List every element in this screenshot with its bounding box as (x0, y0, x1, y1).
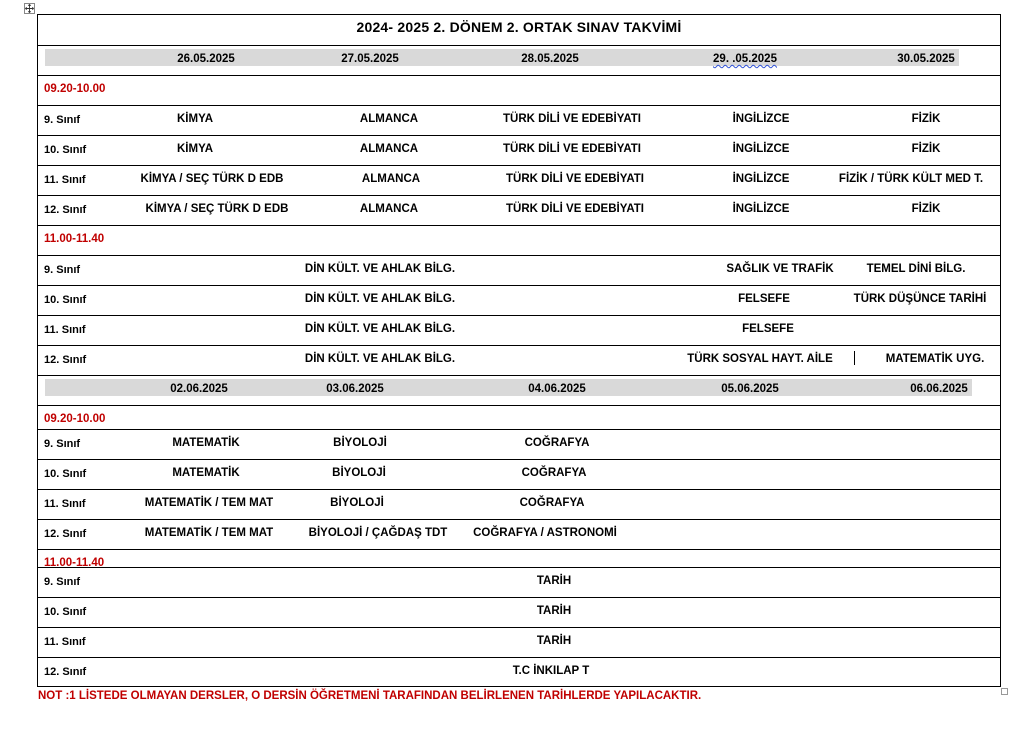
exam-cell: FELSEFE (738, 293, 790, 305)
table-row (38, 489, 1000, 519)
exam-cell: TÜRK DİLİ VE EDEBİYATI (502, 143, 642, 155)
grade-label: 11. Sınıf (44, 498, 86, 510)
date-cell: 26.05.2025 (177, 53, 235, 65)
grade-label: 11. Sınıf (44, 636, 86, 648)
footnote (38, 690, 701, 702)
table-row (38, 285, 1000, 315)
date-row-week1 (38, 45, 1000, 75)
exam-cell: ALMANCA (359, 113, 419, 125)
exam-cell: COĞRAFYA / ASTRONOMİ (473, 527, 617, 539)
time-slot-label: 11.00-11.40 (44, 233, 105, 245)
table-row (38, 597, 1000, 627)
table-row (38, 567, 1000, 597)
exam-cell: ALMANCA (359, 203, 419, 215)
time-row (38, 225, 1000, 255)
exam-cell: FİZİK / TÜRK KÜLT MED T. (838, 173, 984, 185)
exam-cell (726, 263, 833, 275)
exam-text: SAĞLIK VE TRAFİK (726, 263, 834, 275)
table-row (38, 255, 1000, 285)
exam-cell: MATEMATİK / TEM MAT (144, 527, 274, 539)
footnote-text: NOT :1 LİSTEDE OLMAYAN DERSLER, O DERSİN ÖĞRETMENİ TARAFINDAN BELİRLENEN TARİHLERDE YAPILACAKTIR. (38, 690, 702, 702)
exam-cell: İNGİLİZCE (732, 143, 790, 155)
grade-label: 9. Sınıf (44, 114, 81, 126)
exam-cell: FELSEFE (742, 323, 794, 335)
exam-cell: İNGİLİZCE (732, 173, 790, 185)
table-row (38, 657, 1000, 687)
exam-cell: DİN KÜLT. VE AHLAK BİLG. (304, 293, 456, 305)
grade-label: 12. Sınıf (44, 666, 87, 678)
date-cell: 03.06.2025 (326, 383, 384, 395)
date-cell: 30.05.2025 (897, 53, 955, 65)
exam-cell: MATEMATİK (172, 467, 240, 479)
table-row (38, 315, 1000, 345)
grade-label: 9. Sınıf (44, 264, 81, 276)
exam-cell: COĞRAFYA (524, 437, 590, 449)
date-cell: 27.05.2025 (341, 53, 399, 65)
exam-cell: MATEMATİK (172, 437, 240, 449)
exam-cell: TÜRK SOSYAL HAYT. AİLE (687, 353, 833, 365)
table-move-handle[interactable] (24, 3, 35, 14)
exam-cell: COĞRAFYA (519, 497, 585, 509)
page-title: 2024- 2025 2. DÖNEM 2. ORTAK SINAV TAKVİMİ (356, 19, 682, 35)
table-row (38, 135, 1000, 165)
grade-label: 11. Sınıf (44, 174, 86, 186)
table-row (38, 627, 1000, 657)
time-row (38, 75, 1000, 105)
exam-cell: BİYOLOJİ (330, 497, 384, 509)
table-row (38, 519, 1000, 549)
exam-cell: MATEMATİK / TEM MAT (144, 497, 274, 509)
exam-cell: BİYOLOJİ (332, 467, 386, 479)
exam-cell: TÜRK DÜŞÜNCE TARİHİ (853, 293, 987, 305)
grade-label: 10. Sınıf (44, 294, 87, 306)
exam-cell: BİYOLOJİ / ÇAĞDAŞ TDT (308, 527, 448, 539)
exam-schedule-table (37, 14, 1001, 687)
cell-divider (854, 351, 855, 365)
exam-cell: İNGİLİZCE (732, 113, 790, 125)
date-cell: 02.06.2025 (170, 383, 228, 395)
exam-cell: KİMYA / SEÇ TÜRK D EDB (140, 173, 284, 185)
grade-label: 10. Sınıf (44, 468, 87, 480)
exam-cell: TÜRK DİLİ VE EDEBİYATI (505, 173, 645, 185)
table-row (38, 165, 1000, 195)
date-cell: 05.06.2025 (721, 383, 779, 395)
exam-cell: T.C İNKILAP T (512, 665, 590, 677)
date-row-week2 (38, 375, 1000, 405)
exam-cell: MATEMATİK UYG. (885, 353, 985, 365)
exam-cell: TARİH (536, 575, 572, 587)
exam-cell: TARİH (536, 635, 572, 647)
exam-cell: İNGİLİZCE (732, 203, 790, 215)
exam-cell: DİN KÜLT. VE AHLAK BİLG. (304, 263, 456, 275)
grade-label: 10. Sınıf (44, 606, 87, 618)
table-row (38, 105, 1000, 135)
table-resize-handle[interactable] (1001, 688, 1008, 695)
grade-label: 12. Sınıf (44, 354, 87, 366)
time-slot-label: 11.00-11.40 (44, 557, 105, 569)
date-cell: 04.06.2025 (528, 383, 586, 395)
exam-cell: TÜRK DİLİ VE EDEBİYATI (502, 113, 642, 125)
exam-cell: TEMEL DİNİ BİLG. (866, 263, 966, 275)
grade-label: 12. Sınıf (44, 204, 87, 216)
exam-cell: ALMANCA (359, 143, 419, 155)
exam-cell: FİZİK (911, 203, 941, 215)
table-row (38, 345, 1000, 375)
exam-cell: BİYOLOJİ (333, 437, 387, 449)
exam-cell: FİZİK (911, 113, 941, 125)
date-cell: 28.05.2025 (521, 53, 579, 65)
table-row (38, 429, 1000, 459)
exam-cell: KİMYA / SEÇ TÜRK D EDB (145, 203, 289, 215)
table-row (38, 459, 1000, 489)
exam-cell: COĞRAFYA (521, 467, 587, 479)
exam-cell: KİMYA (177, 143, 213, 155)
exam-cell: TÜRK DİLİ VE EDEBİYATI (505, 203, 645, 215)
exam-cell: TARİH (536, 605, 572, 617)
grade-label: 10. Sınıf (44, 144, 87, 156)
title-row (38, 15, 1000, 45)
exam-cell: ALMANCA (361, 173, 421, 185)
date-cell: 06.06.2025 (910, 383, 968, 395)
date-cell (713, 53, 777, 65)
exam-cell: DİN KÜLT. VE AHLAK BİLG. (304, 323, 456, 335)
exam-cell: DİN KÜLT. VE AHLAK BİLG. (304, 353, 456, 365)
grade-label: 11. Sınıf (44, 324, 86, 336)
time-slot-label: 09.20-10.00 (44, 413, 106, 425)
exam-cell: FİZİK (911, 143, 941, 155)
table-row (38, 195, 1000, 225)
time-slot-label: 09.20-10.00 (44, 83, 106, 95)
grade-label: 9. Sınıf (44, 438, 81, 450)
move-icon (25, 4, 34, 13)
grade-label: 9. Sınıf (44, 576, 81, 588)
date-text: 29. .05.2025 (713, 53, 777, 65)
grade-label: 12. Sınıf (44, 528, 87, 540)
exam-cell: KİMYA (177, 113, 213, 125)
